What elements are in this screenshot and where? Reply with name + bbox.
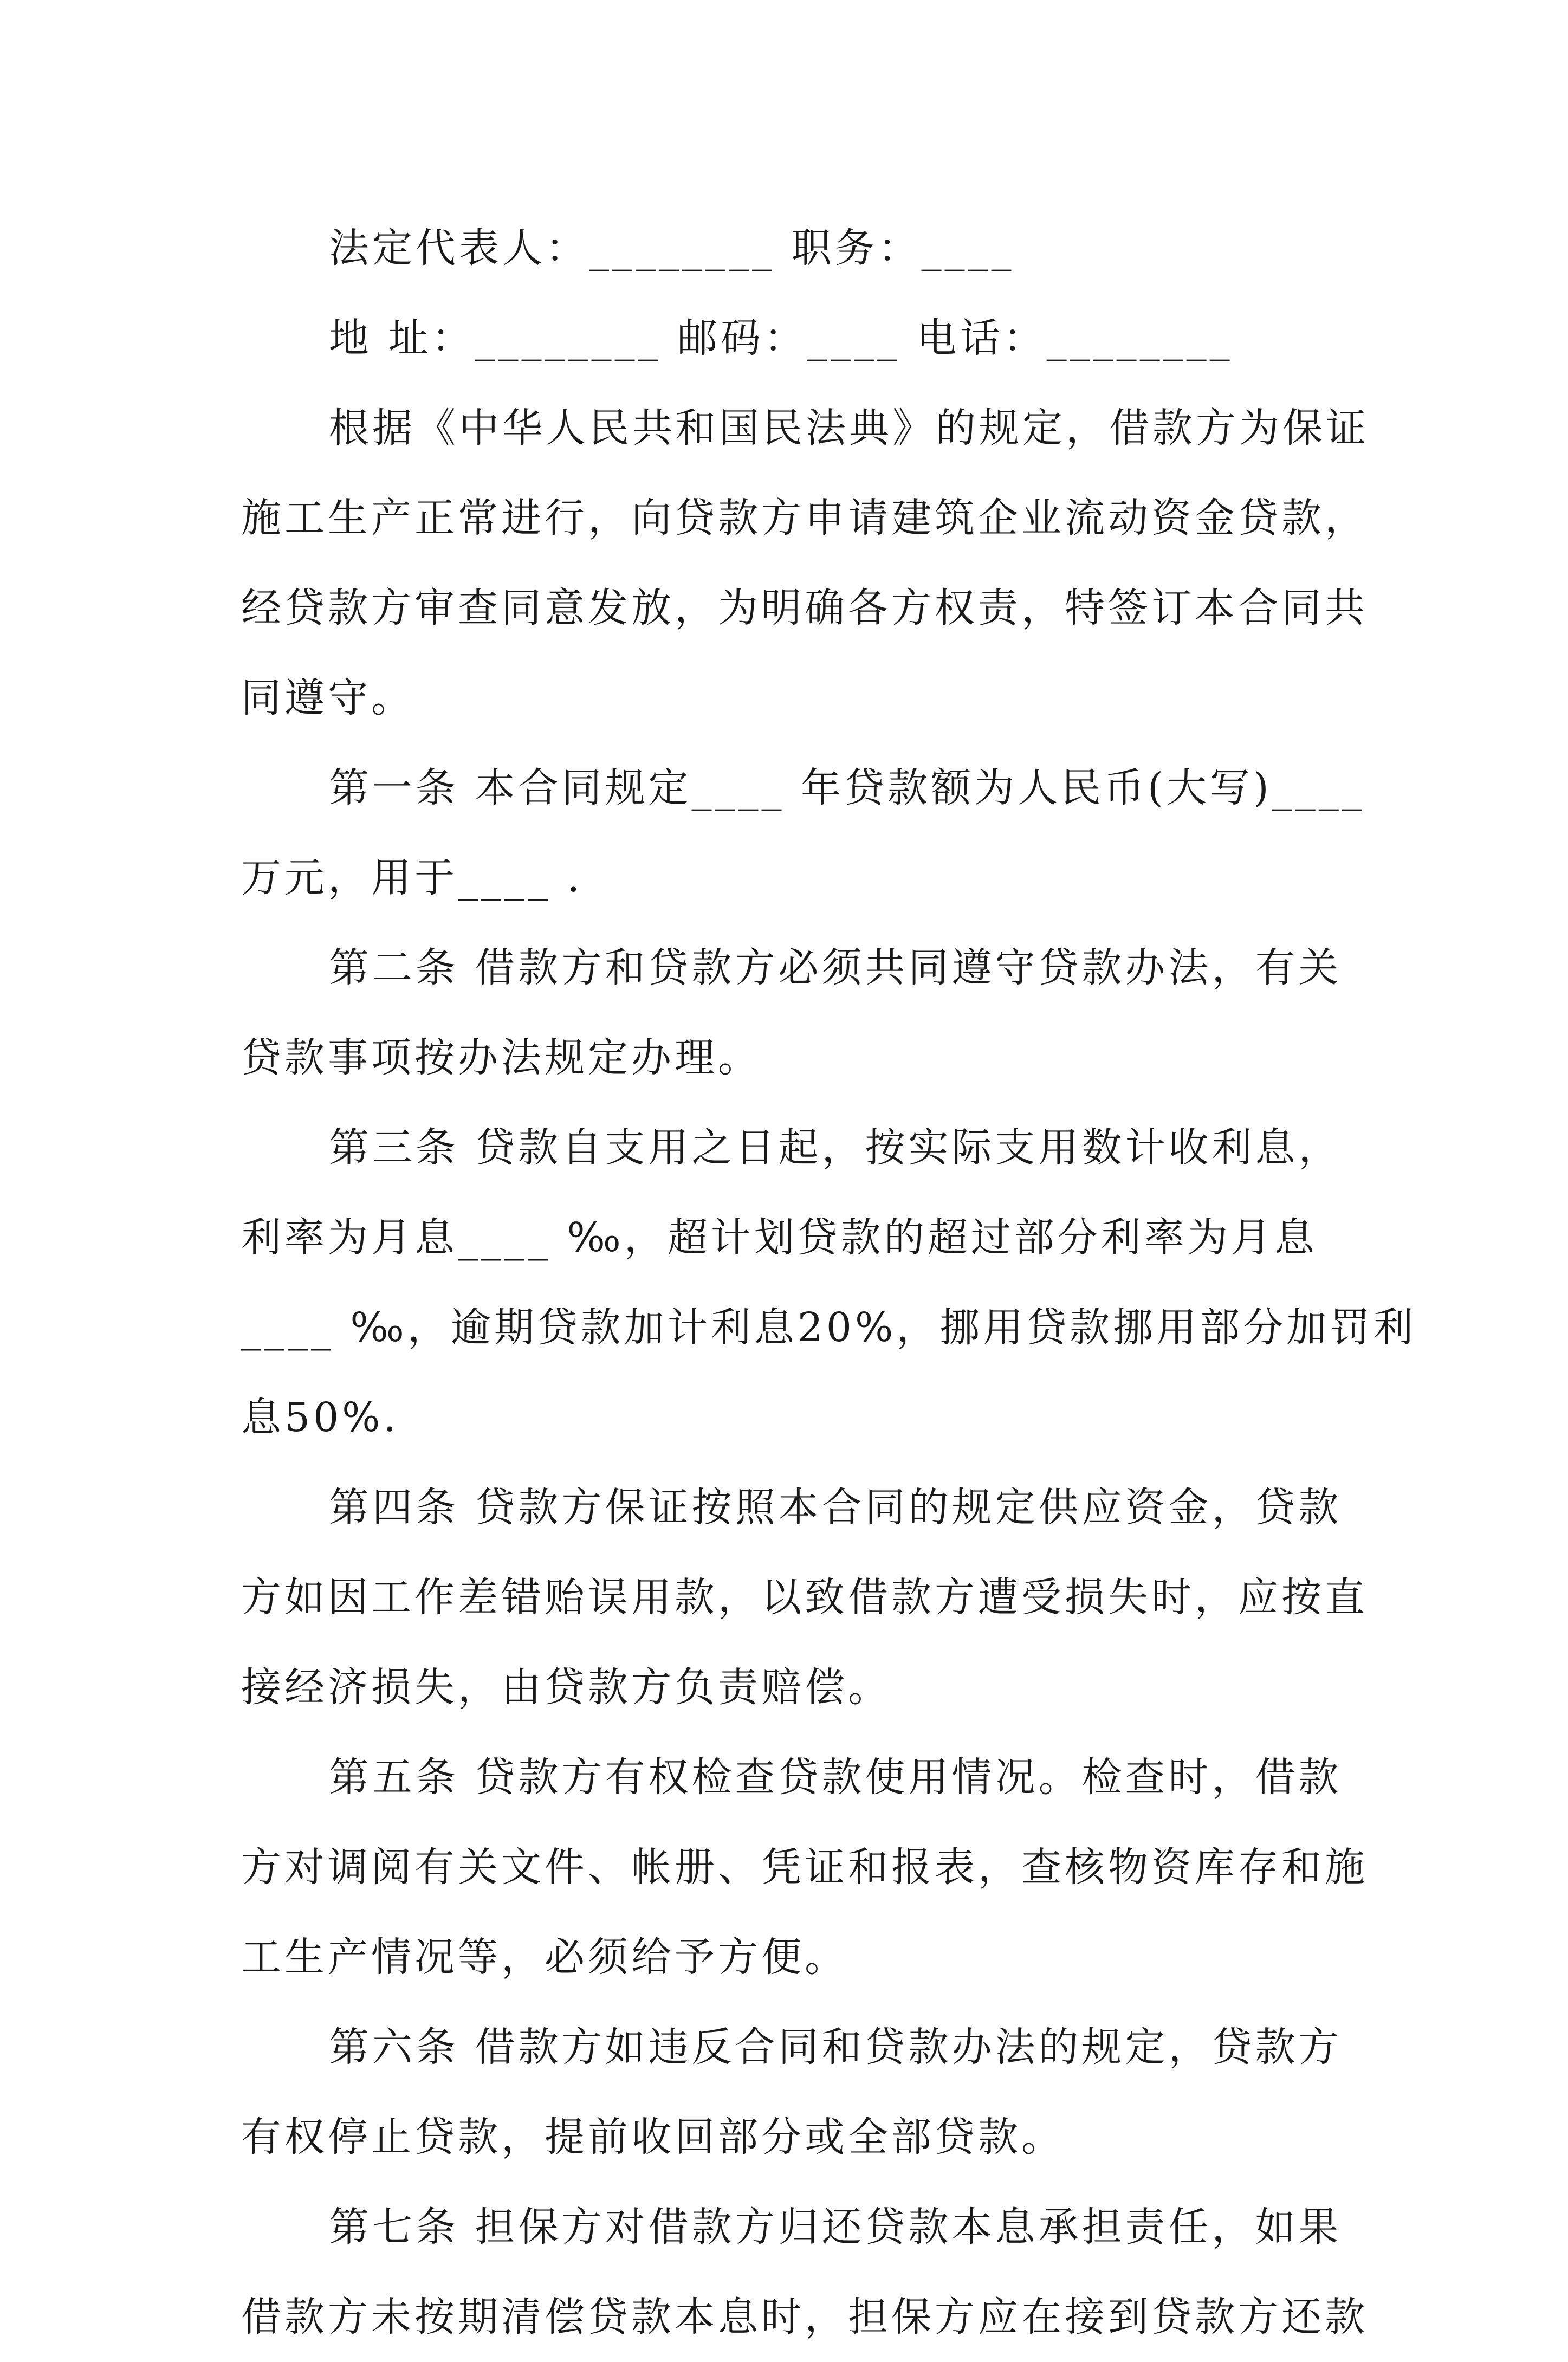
contract-page [241, 203, 1417, 2362]
preamble-line-2: 施工生产正常进行，向贷款方申请建筑企业流动资金贷款， [241, 495, 1368, 541]
article-1-line-2: 万元，用于____ . [241, 855, 584, 901]
legal-representative-line: 法定代表人：________ 职务：____ [329, 225, 1015, 271]
preamble-line-3: 经贷款方审查同意发放，为明确各方权责，特签订本合同共 [241, 585, 1368, 631]
article-3-line-3: ____ ‰，逾期贷款加计利息20%，挪用贷款挪用部分加罚利 [241, 1304, 1417, 1351]
article-3-line-4: 息50%. [241, 1394, 399, 1441]
article-1-line-1: 第一条 本合同规定____ 年贷款额为人民币(大写)____ [329, 765, 1365, 811]
preamble-line-1: 根据《中华人民共和国民法典》的规定，借款方为保证 [329, 405, 1369, 451]
article-6-line-1: 第六条 借款方如违反合同和贷款办法的规定，贷款方 [329, 2024, 1342, 2070]
article-2-line-2: 贷款事项按办法规定办理。 [241, 1034, 761, 1081]
article-5-line-2: 方对调阅有关文件、帐册、凭证和报表，查核物资库存和施 [241, 1844, 1368, 1891]
address-line: 地 址：________ 邮码：____ 电话：________ [329, 315, 1233, 361]
article-7-line-2: 借款方未按期清偿贷款本息时，担保方应在接到贷款方还款 [241, 2294, 1368, 2340]
article-3-line-1: 第三条 贷款自支用之日起，按实际支用数计收利息， [329, 1124, 1342, 1171]
article-2-line-1: 第二条 借款方和贷款方必须共同遵守贷款办法，有关 [329, 944, 1342, 991]
article-3-line-2: 利率为月息____ ‰，超计划贷款的超过部分利率为月息 [241, 1214, 1318, 1261]
article-6-line-2: 有权停止贷款，提前收回部分或全部贷款。 [241, 2114, 1065, 2160]
article-4-line-3: 接经济损失，由贷款方负责赔偿。 [241, 1664, 891, 1711]
preamble-line-4: 同遵守。 [241, 675, 414, 721]
article-4-line-2: 方如因工作差错贻误用款，以致借款方遭受损失时，应按直 [241, 1574, 1368, 1621]
article-7-line-1: 第七条 担保方对借款方归还贷款本息承担责任，如果 [329, 2204, 1342, 2250]
article-5-line-1: 第五条 贷款方有权检查贷款使用情况。检查时，借款 [329, 1754, 1342, 1801]
article-5-line-3: 工生产情况等，必须给予方便。 [241, 1934, 848, 1981]
article-4-line-1: 第四条 贷款方保证按照本合同的规定供应资金，贷款 [329, 1484, 1342, 1531]
